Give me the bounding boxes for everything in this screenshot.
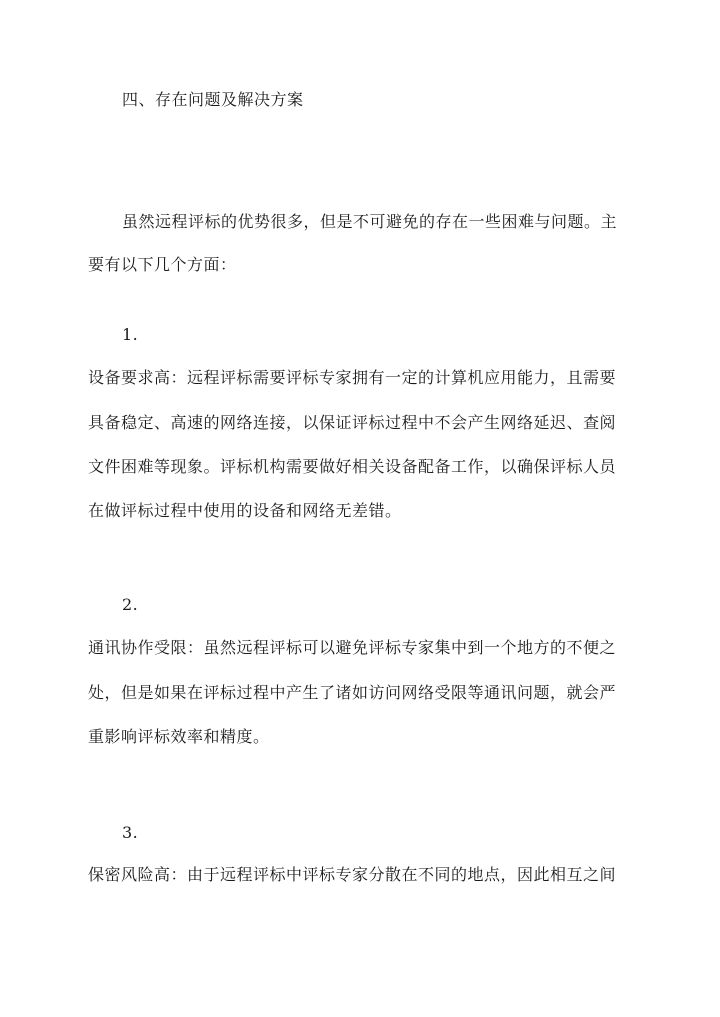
item-2-line-2: 处，但是如果在评标过程中产生了诸如访问网络受限等通讯问题，就会严 — [88, 683, 617, 702]
item-2-number: 2. — [122, 595, 139, 614]
intro-line-1: 虽然远程评标的优势很多，但是不可避免的存在一些困难与问题。主 — [122, 212, 618, 231]
intro-line-2: 要有以下几个方面： — [88, 255, 237, 274]
item-1-line-2: 具备稳定、高速的网络连接，以保证评标过程中不会产生网络延迟、查阅 — [88, 413, 617, 432]
item-3-number: 3. — [122, 823, 139, 842]
item-2-line-1: 通讯协作受限：虽然远程评标可以避免评标专家集中到一个地方的不便之 — [88, 638, 617, 657]
item-1-line-1: 设备要求高：远程评标需要评标专家拥有一定的计算机应用能力，且需要 — [88, 368, 617, 387]
item-1-line-4: 在做评标过程中使用的设备和网络无差错。 — [88, 501, 402, 520]
section-heading: 四、存在问题及解决方案 — [122, 90, 304, 109]
item-3-line-1: 保密风险高：由于远程评标中评标专家分散在不同的地点，因此相互之间 — [88, 865, 617, 884]
item-1-number: 1. — [122, 325, 139, 344]
item-1-line-3: 文件困难等现象。评标机构需要做好相关设备配备工作，以确保评标人员 — [88, 457, 617, 476]
item-2-line-3: 重影响评标效率和精度。 — [88, 727, 270, 746]
